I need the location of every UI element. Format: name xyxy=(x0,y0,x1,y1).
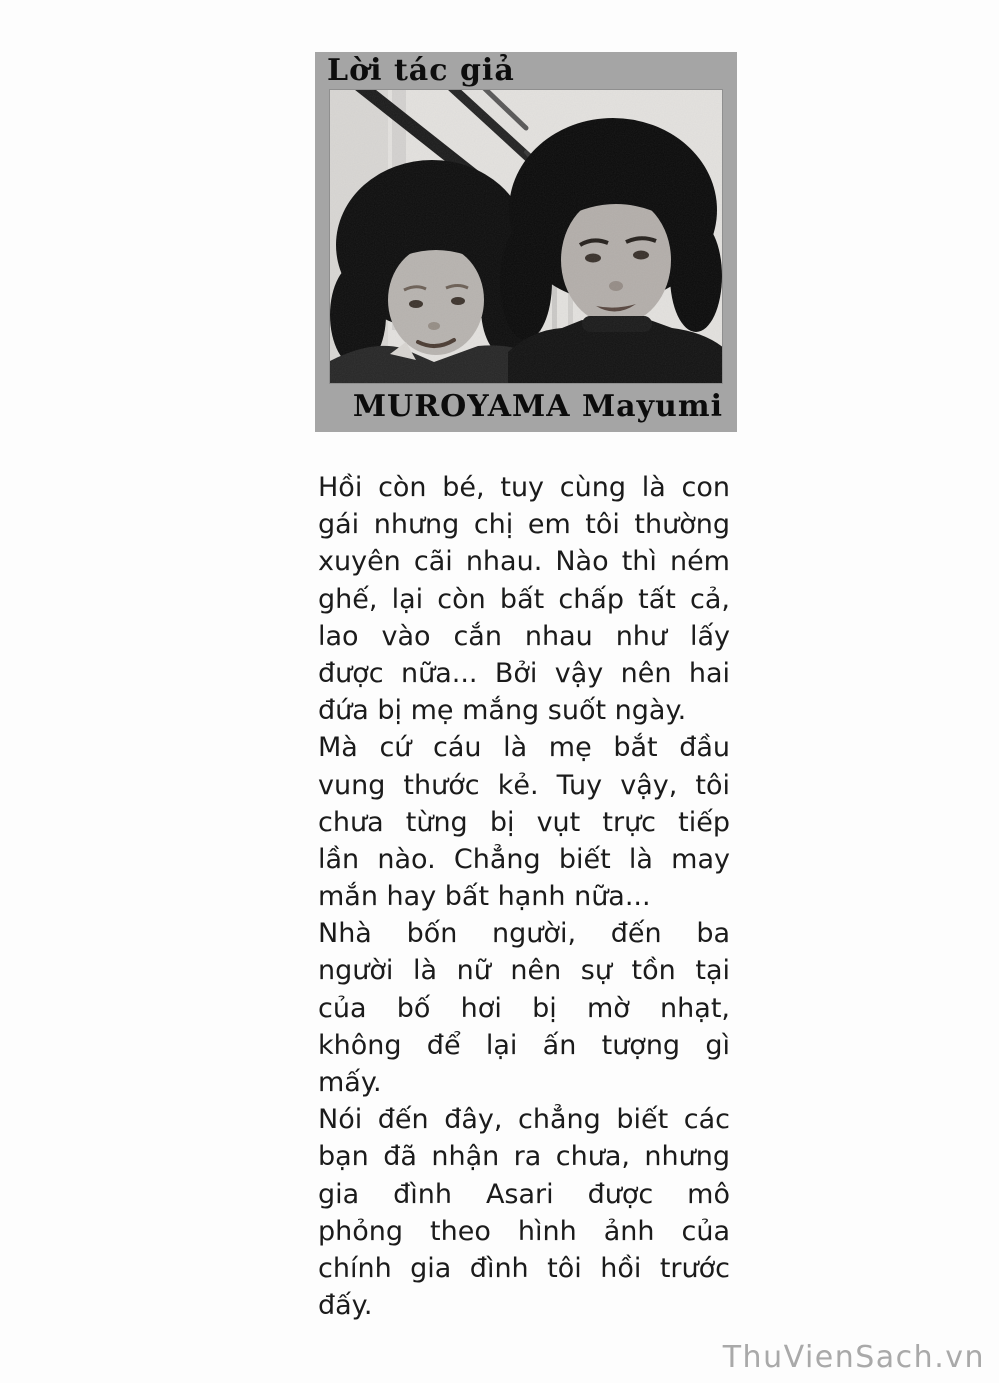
author-photo-illustration xyxy=(330,90,722,383)
body-text-line: bạn đã nhận ra chưa, nhưng xyxy=(318,1141,730,1173)
body-text-line: lao vào cắn nhau như lấy xyxy=(318,620,730,652)
body-text-line: vung thước kẻ. Tuy vậy, tôi xyxy=(318,769,730,801)
body-text-line: xuyên cãi nhau. Nào thì ném xyxy=(318,546,730,578)
body-text-line: của bố hơi bị mờ nhạt, xyxy=(318,992,730,1024)
body-text-line: mắn hay bất hạnh nữa... xyxy=(318,881,651,913)
body-text-line: mấy. xyxy=(318,1067,382,1098)
author-note-box xyxy=(315,52,737,432)
body-text-line: được nữa... Bởi vậy nên hai xyxy=(318,657,730,689)
body-text-line: ghế, lại còn bất chấp tất cả, xyxy=(318,583,730,615)
author-photo xyxy=(330,90,722,383)
body-text-line: Nhà bốn người, đến ba xyxy=(318,918,730,950)
body-text-line: chưa từng bị vụt trực tiếp xyxy=(318,806,730,838)
author-name-caption: MUROYAMA Mayumi xyxy=(352,389,723,424)
body-text-line: gia đình Asari được mô xyxy=(318,1178,730,1210)
body-text-line: lần nào. Chẳng biết là may xyxy=(318,843,730,875)
body-text-line: đứa bị mẹ mắng suốt ngày. xyxy=(318,695,687,727)
body-text-line: phỏng theo hình ảnh của xyxy=(318,1215,730,1247)
body-text-line: không để lại ấn tượng gì xyxy=(318,1029,730,1061)
body-text-line: người là nữ nên sự tồn tại xyxy=(318,955,730,987)
body-text-line: Mà cứ cáu là mẹ bắt đầu xyxy=(318,732,730,764)
author-box-title: Lời tác giả xyxy=(327,53,515,88)
watermark-text: ThuVienSach.vn xyxy=(722,1340,985,1375)
body-text-line: Hồi còn bé, tuy cùng là con xyxy=(318,472,730,503)
body-text-line: gái nhưng chị em tôi thường xyxy=(318,509,730,541)
body-text-line: chính gia đình tôi hồi trước xyxy=(318,1252,730,1284)
body-text-line: đấy. xyxy=(318,1290,373,1322)
body-text xyxy=(318,469,730,1324)
body-text-line: Nói đến đây, chẳng biết các xyxy=(318,1104,730,1136)
